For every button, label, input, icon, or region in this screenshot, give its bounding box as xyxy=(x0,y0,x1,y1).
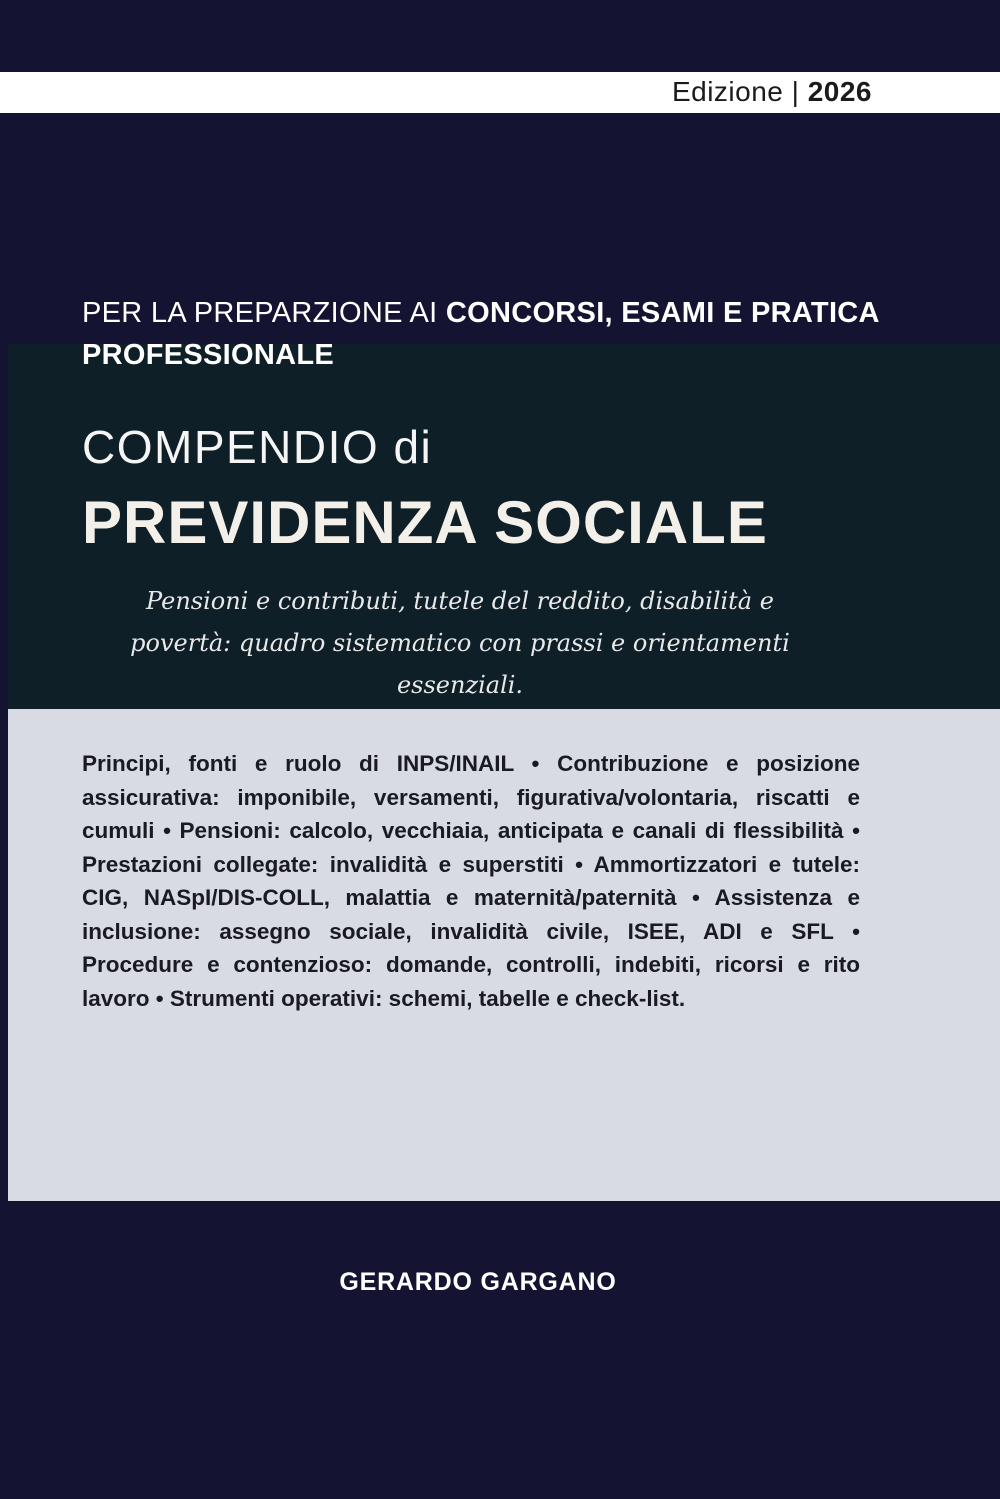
book-title: PREVIDENZA SOCIALE xyxy=(82,489,768,556)
edition-prefix: Edizione | xyxy=(671,76,808,107)
title-prefix: COMPENDIO di xyxy=(82,421,433,473)
edition-year: 2026 xyxy=(807,76,872,107)
book-subtitle: Pensioni e contributi, tutele del reddito, disabilità e povertà: quadro sistematico con prassi e orientamenti essenziali. xyxy=(130,587,790,699)
edition-label xyxy=(672,76,872,108)
audience-prefix: PER LA PREPARZIONE AI xyxy=(82,297,446,329)
edition-band xyxy=(0,72,1000,113)
contents-summary: Principi, fonti e ruolo di INPS/INAIL • Contribuzione e posizione assicurativa: imponibile, versamenti, figurativa/volontaria, riscatti e cumuli • Pensioni: calcolo, vecchiaia, anticipata e canali di flessibilità • Prestazioni collegate: invalidità e superstiti • Ammortizzatori e tutele: CIG, NASpI/DIS-COLL, malattia e maternità/paternità • Assistenza e inclusione: assegno sociale, invalidità civile, ISEE, ADI e SFL • Procedure e contenzioso: domande, controlli, indebiti, ricorsi e rito lavoro • Strumenti operativi: schemi, tabelle e check-list. xyxy=(82,751,860,1011)
author-name: GERARDO GARGANO xyxy=(339,1268,617,1296)
audience-line xyxy=(82,292,882,376)
audience-target: CONCORSI, ESAMI E PRATICA PROFESSIONALE xyxy=(82,297,879,371)
